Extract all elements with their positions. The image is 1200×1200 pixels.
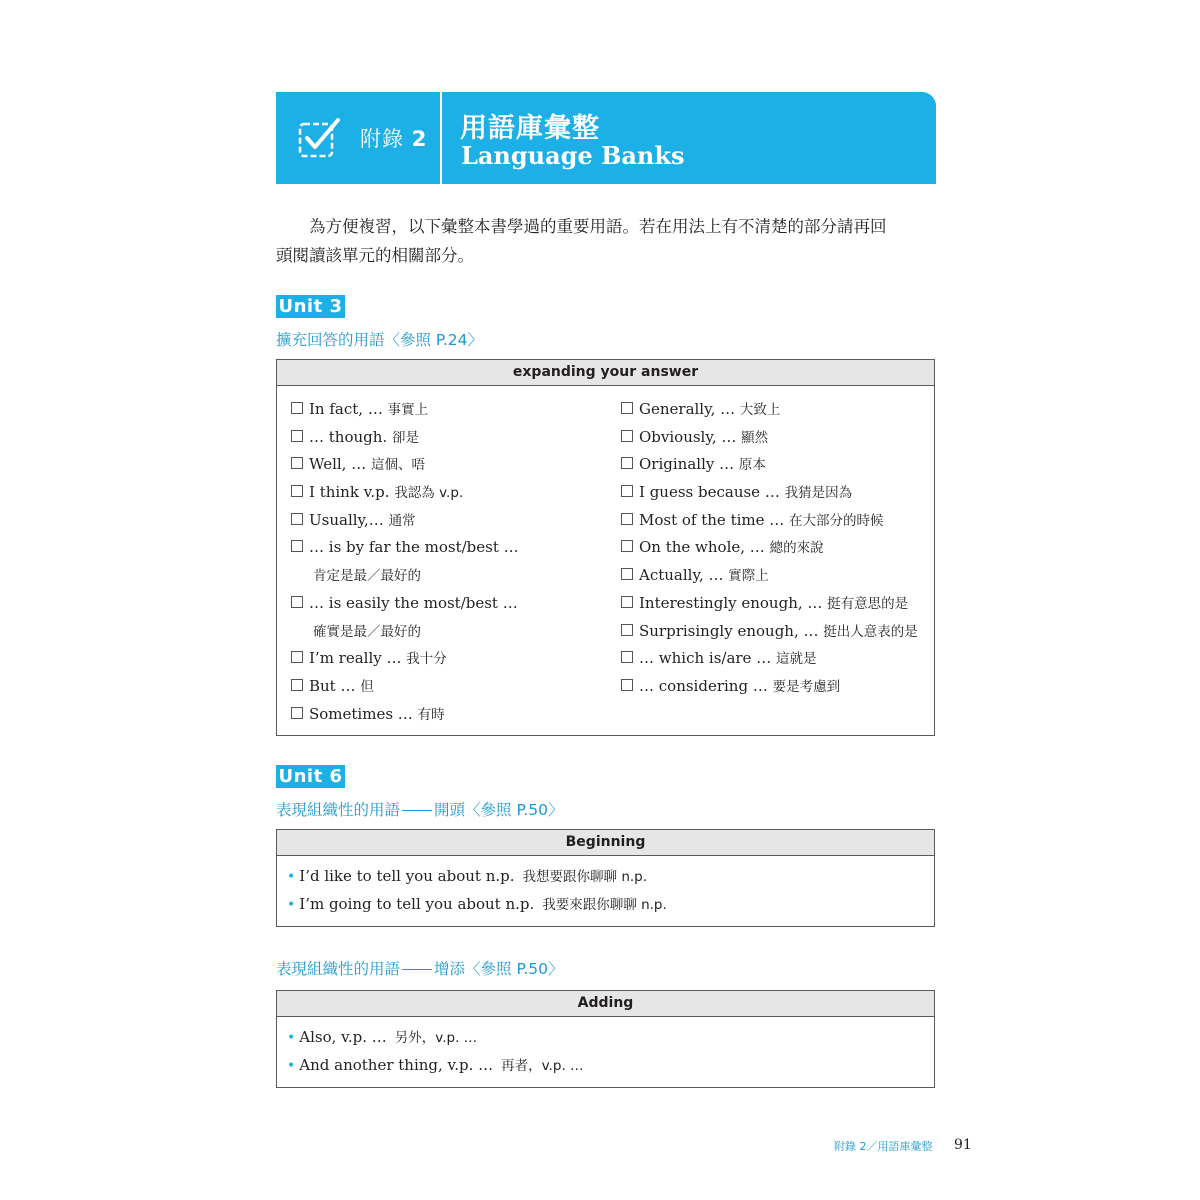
phrase-item	[291, 396, 519, 424]
checkbox-icon	[621, 430, 633, 442]
phrase-zh: 有時	[417, 706, 445, 723]
phrase-item	[291, 590, 519, 618]
phrase-en: … though.	[309, 427, 392, 446]
phrase-item	[621, 507, 918, 535]
checkbox-icon	[291, 540, 303, 552]
running-footer: 附錄 2／用語庫彙整	[834, 1140, 933, 1153]
checkbox-icon	[291, 596, 303, 608]
phrase-item	[621, 396, 918, 424]
phrase-en: On the whole, …	[639, 538, 770, 557]
unit6-section1-title: 表現組織性的用語 開頭〈參照 P.50〉	[276, 801, 564, 819]
checkbox-icon	[621, 651, 633, 663]
phrase-zh: 事實上	[387, 402, 429, 418]
chapter-title-en: Language Banks	[461, 141, 685, 170]
phrase-zh: 我想要跟你聊聊 n.p.	[522, 869, 648, 885]
checkbox-icon	[621, 457, 633, 469]
phrase-zh: 實際上	[728, 568, 769, 585]
phrase-item	[621, 424, 918, 452]
unit3-badge: Unit 3	[276, 295, 345, 318]
checkbox-icon	[621, 402, 633, 414]
phrase-zh: 這就是	[775, 651, 817, 668]
phrase-item	[291, 479, 519, 507]
phrase-zh: 但	[360, 678, 374, 695]
bullet-icon: •	[287, 1058, 296, 1074]
phrase-en: Sometimes …	[309, 704, 418, 723]
checkbox-icon	[621, 596, 633, 608]
phrase-en: I think v.p.	[309, 483, 395, 502]
phrase-en: Interestingly enough, …	[639, 593, 828, 612]
phrase-zh: 總的來說	[769, 540, 824, 557]
checkbox-check-icon	[298, 116, 342, 160]
checkbox-icon	[291, 679, 303, 691]
phrase-zh: 在大部分的時候	[789, 512, 884, 529]
phrase-en: I’d like to tell you about n.p.	[299, 867, 515, 885]
phrase-zh: 另外，v.p. …	[394, 1030, 478, 1046]
phrase-zh: 肯定是最／最好的	[313, 568, 421, 585]
phrase-en: Actually, …	[639, 566, 729, 585]
phrase-zh: 原本	[738, 457, 766, 474]
checkbox-icon	[621, 679, 633, 691]
bullet-icon: •	[287, 897, 296, 913]
phrase-zh: 我十分	[406, 651, 447, 668]
phrase-zh: 卻是	[391, 429, 419, 446]
phrase-en: … is by far the most/best …	[309, 538, 519, 557]
phrase-zh: 通常	[388, 512, 416, 529]
phrase-en: Well, …	[309, 455, 371, 474]
right-phrase-column	[621, 396, 918, 701]
header-divider	[440, 92, 442, 184]
left-phrase-column	[291, 396, 519, 728]
unit3-phrase-box	[276, 359, 935, 736]
checkbox-icon	[291, 707, 303, 719]
phrase-item	[291, 673, 519, 701]
phrase-zh: 要是考慮到	[772, 678, 841, 695]
checkbox-icon	[291, 485, 303, 497]
chapter-header	[276, 92, 936, 184]
phrase-en: Usually,…	[309, 510, 389, 529]
phrase-en: In fact, …	[309, 400, 388, 418]
phrase-zh: 挺有意思的是	[827, 595, 909, 612]
phrase-item	[291, 451, 519, 479]
phrase-item	[621, 451, 918, 479]
phrase-en: I’m really …	[309, 649, 407, 668]
phrase-en: And another thing, v.p. …	[299, 1056, 494, 1074]
phrase-item	[291, 701, 519, 729]
phrase-item	[277, 1051, 934, 1079]
phrase-item	[621, 673, 918, 701]
phrase-item	[291, 618, 519, 646]
unit3-section-title: 擴充回答的用語〈參照 P.24〉	[276, 331, 484, 349]
phrase-zh: 我認為 v.p.	[394, 485, 464, 502]
checkbox-icon	[621, 540, 633, 552]
phrase-en: … considering …	[639, 676, 773, 695]
checkbox-icon	[291, 402, 303, 414]
phrase-item	[277, 890, 934, 918]
unit6-badge: Unit 6	[276, 765, 345, 788]
beginning-phrase-box	[276, 829, 935, 927]
beginning-list	[277, 856, 934, 918]
phrase-en: Generally, …	[639, 400, 740, 418]
page-number: 91	[954, 1137, 972, 1153]
phrase-en: Obviously, …	[639, 427, 742, 446]
adding-list	[277, 1017, 934, 1079]
unit6-section2-title: 表現組織性的用語 增添〈參照 P.50〉	[276, 960, 564, 978]
phrase-item	[277, 1023, 934, 1051]
phrase-en: Originally …	[639, 455, 739, 474]
phrase-en: I guess because …	[639, 483, 785, 502]
phrase-item	[291, 534, 519, 562]
phrase-zh: 挺出人意表的是	[823, 623, 918, 640]
checkbox-icon	[291, 430, 303, 442]
phrase-item	[621, 534, 918, 562]
checkbox-icon	[621, 485, 633, 497]
phrase-en: Most of the time …	[639, 510, 790, 529]
phrase-item	[291, 562, 519, 590]
chapter-title-zh: 用語庫彙整	[460, 113, 600, 144]
checkbox-icon	[621, 624, 633, 636]
adding-box-title: Adding	[277, 991, 934, 1017]
phrase-zh: 顯然	[741, 429, 769, 446]
phrase-item	[291, 645, 519, 673]
phrase-en: I’m going to tell you about n.p.	[299, 895, 535, 913]
bullet-icon: •	[287, 869, 296, 885]
checkbox-icon	[291, 651, 303, 663]
phrase-item	[621, 645, 918, 673]
phrase-zh: 再者，v.p. …	[501, 1058, 584, 1074]
phrase-item	[621, 618, 918, 646]
beginning-box-title: Beginning	[277, 830, 934, 856]
adding-phrase-box	[276, 990, 935, 1088]
phrase-en: … is easily the most/best …	[309, 593, 518, 612]
unit3-box-title: expanding your answer	[277, 360, 934, 386]
phrase-en: … which is/are …	[639, 649, 776, 668]
phrase-item	[621, 562, 918, 590]
checkbox-icon	[621, 513, 633, 525]
checkbox-icon	[291, 513, 303, 525]
phrase-zh: 我要來跟你聊聊 n.p.	[542, 897, 667, 913]
phrase-item	[277, 862, 934, 890]
phrase-zh: 大致上	[739, 402, 781, 418]
appendix-label: 附錄 2	[360, 127, 428, 151]
phrase-item	[621, 479, 918, 507]
checkbox-icon	[291, 457, 303, 469]
checkbox-icon	[621, 568, 633, 580]
phrase-en: Surprisingly enough, …	[639, 621, 824, 640]
phrase-zh: 我猜是因為	[784, 485, 853, 502]
phrase-en: But …	[309, 676, 361, 695]
phrase-zh: 確實是最／最好的	[313, 623, 421, 640]
intro-paragraph: 為方便複習，以下彙整本書學過的重要用語。若在用法上有不清楚的部分請再回 頭閱讀該單元的相關部分。	[276, 217, 887, 265]
bullet-icon: •	[287, 1030, 296, 1046]
phrase-item	[291, 424, 519, 452]
phrase-item	[621, 590, 918, 618]
phrase-zh: 這個、唔	[370, 457, 425, 474]
phrase-item	[291, 507, 519, 535]
phrase-en: Also, v.p. …	[299, 1028, 387, 1046]
